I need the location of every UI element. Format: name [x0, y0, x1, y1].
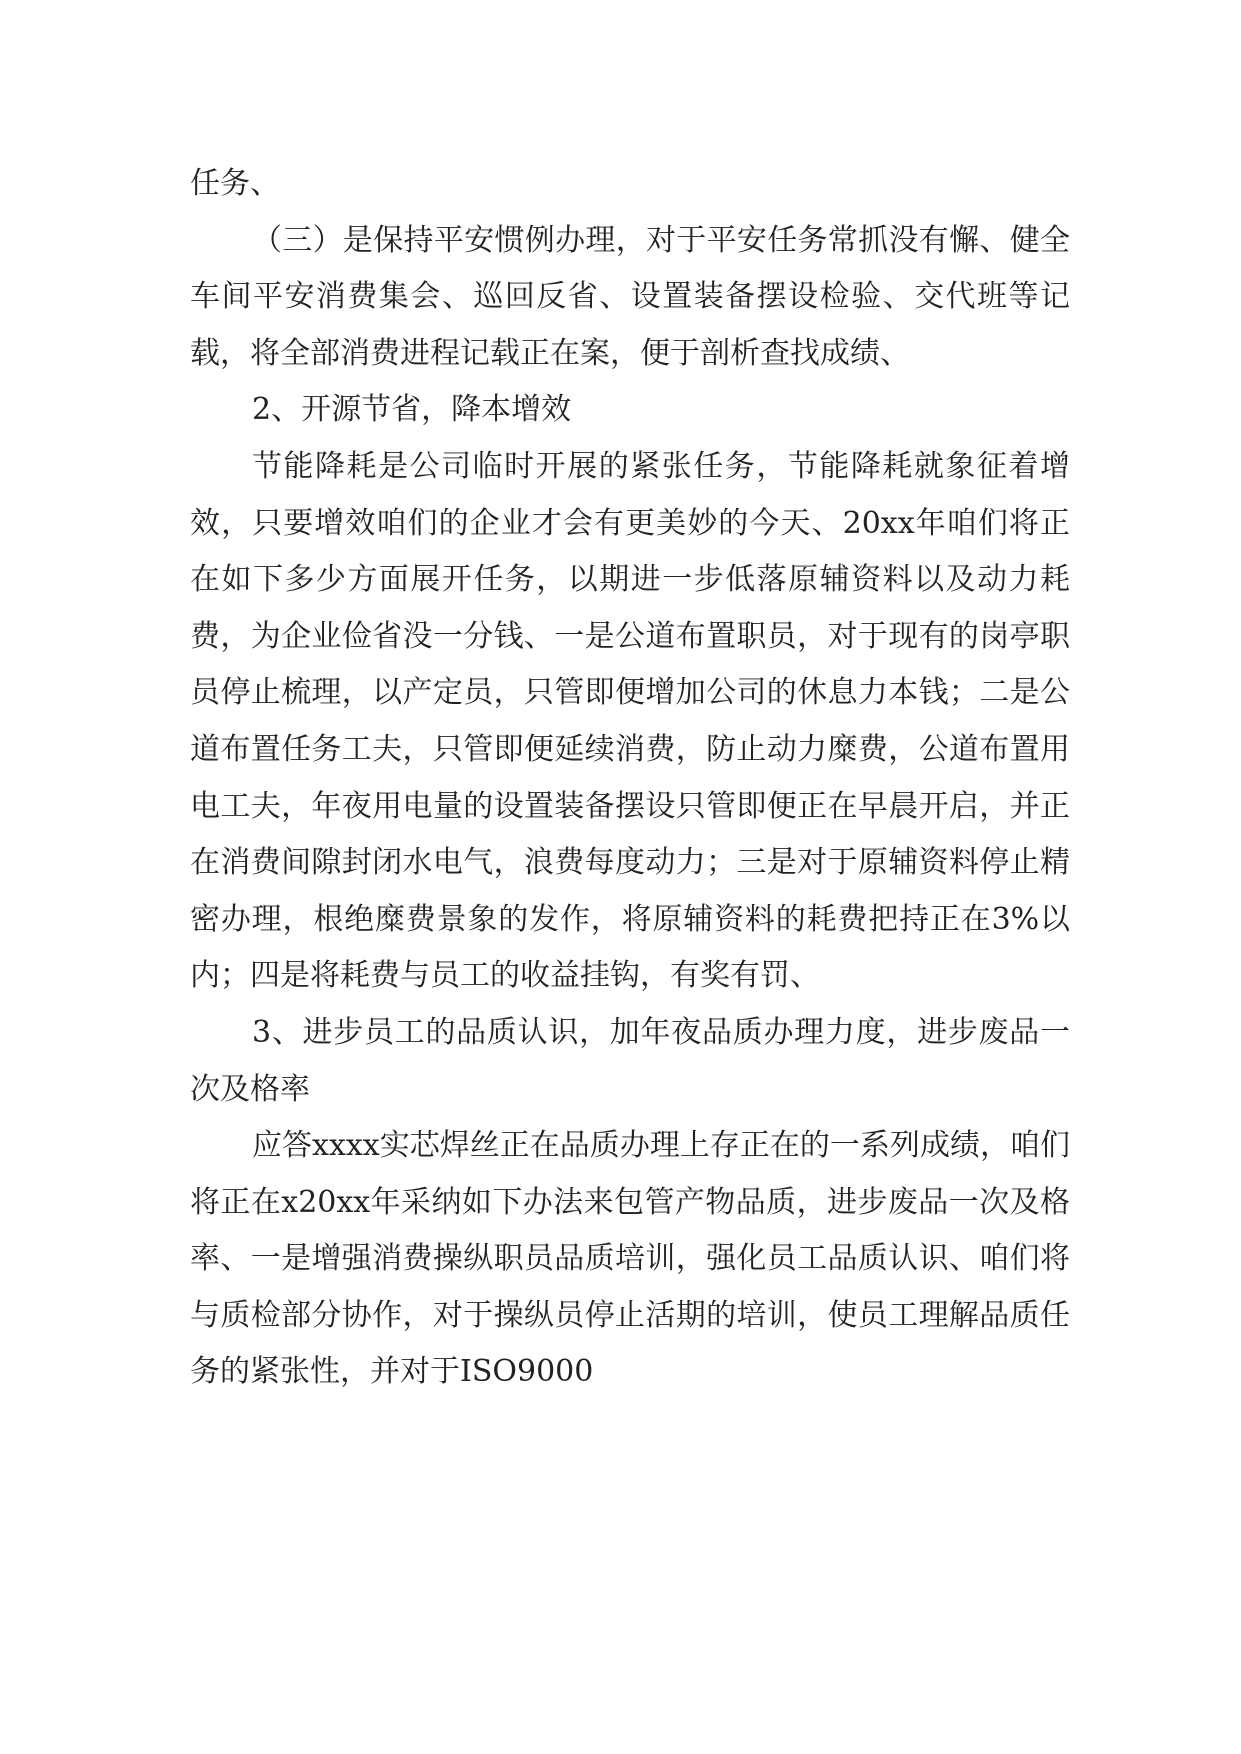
- section-heading-cost-reduction: 2、开源节省，降本增效: [252, 392, 572, 428]
- paragraph-safety-management: （三）是保持平安惯例办理，对于平安任务常抓没有懈、健全车间平安消费集会、巡回反省、设置装备摆设检验、交代班等记载，将全部消费进程记载正在案，便于剖析查找成绩、: [190, 222, 1070, 371]
- paragraph-quality-measures: 应答xxxx实芯焊丝正在品质办理上存正在的一系列成绩，咱们将正在x20xx年采纳如下办法来包管产物品质，进步废品一次及格率、一是增强消费操纵职员品质培训，强化员工品质认识、咱们将与质检部分协作，对于操纵员停止活期的培训，使员工理解品质任务的紧张性，并对于ISO9000: [190, 1128, 1070, 1390]
- section-heading-quality-awareness: 3、进步员工的品质认识，加年夜品质办理力度，进步废品一次及格率: [190, 1014, 1070, 1107]
- paragraph-energy-saving: 节能降耗是公司临时开展的紧张任务，节能降耗就象征着增效，只要增效咱们的企业才会有更美妙的今天、20xx年咱们将正在如下多少方面展开任务，以期进一步低落原辅资料以及动力耗费，为企业俭省没一分钱、一是公道布置职员，对于现有的岗亭职员停止梳理，以产定员，只管即便增加公司的休息力本钱；二是公道布置任务工夫，只管即便延续消费，防止动力糜费，公道布置用电工夫，年夜用电量的设置装备摆设只管即便正在早晨开启，并正在消费间隙封闭水电气，浪费每度动力；三是对于原辅资料停止精密办理，根绝糜费景象的发作，将原辅资料的耗费把持正在3%以内；四是将耗费与员工的收益挂钩，有奖有罚、: [190, 448, 1070, 994]
- paragraph-task-end: 任务、: [190, 166, 280, 201]
- document-body: [190, 156, 1070, 1401]
